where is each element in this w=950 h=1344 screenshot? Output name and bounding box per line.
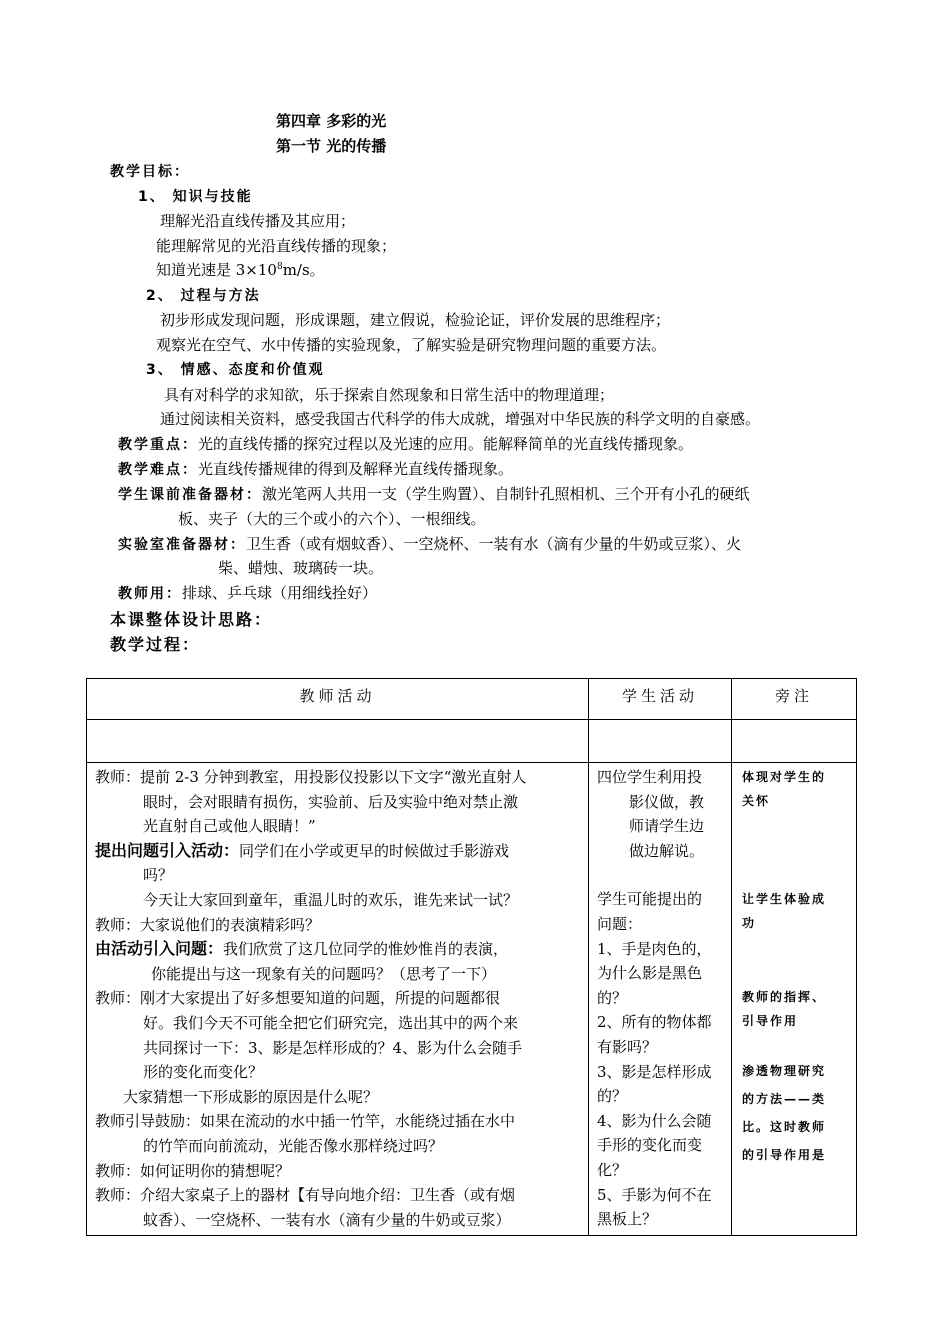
lab-materials-cont: 柴、蜡烛、玻璃砖一块。 [218, 559, 384, 577]
lab-materials-text: 卫生香（或有烟蚊香）、一空烧杯、一装有水（滴有少量的牛奶或豆浆）、火 [246, 535, 742, 553]
teacher-materials-text: 排球、乒乓球（用细线拴好） [182, 584, 378, 602]
knowledge-item: 能理解常见的光沿直线传播的现象； [156, 237, 397, 255]
empty-cell [589, 720, 732, 763]
speed-exponent: 8 [276, 262, 283, 272]
student-line: 做边解说。 [629, 841, 705, 860]
teacher-line: 教师引导鼓励：如果在流动的水中插一竹竿，水能绕过插在水中 [95, 1112, 516, 1131]
note-line: 教师的指挥、 [742, 990, 827, 1004]
lab-materials [118, 533, 741, 554]
student-materials-text: 激光笔两人共用一支（学生购置）、自制针孔照相机、三个开有小孔的硬纸 [262, 485, 750, 503]
student-line: 3、影是怎样形成 [597, 1062, 712, 1081]
process-title: 2、 过程与方法 [146, 288, 261, 304]
student-line: 师请学生边 [629, 817, 705, 836]
teacher-line: 眼时，会对眼睛有损伤，实验前、后及实验中绝对禁止激 [143, 792, 519, 811]
note-line: 的引导作用是 [742, 1148, 827, 1162]
speed-unit: m/s。 [282, 261, 325, 279]
difficulty-label: 教学难点： [118, 462, 198, 478]
teacher-line: 教师：介绍大家桌子上的器材【有导向地介绍：卫生香（或有烟 [95, 1186, 516, 1205]
teacher-line: 你能提出与这一现象有关的问题吗？（思考了一下） [151, 964, 497, 983]
note-line: 比。这时教师 [742, 1120, 827, 1134]
teacher-line: 大家猜想一下形成影的原因是什么呢？ [123, 1087, 379, 1106]
teacher-line: 教师：大家说他们的表演精彩吗？ [95, 915, 321, 934]
teacher-line: 教师：提前 2-3 分钟到教室，用投影仪投影以下文字“激光直射人 [95, 768, 527, 786]
design-label: 本课整体设计思路： [110, 610, 273, 629]
student-line: 有影吗？ [597, 1037, 658, 1056]
teacher-line: 吗？ [143, 866, 174, 885]
empty-cell [87, 720, 589, 763]
teacher-line: 好。我们今天不可能全把它们研究完，选出其中的两个来 [143, 1013, 519, 1032]
student-line: 四位学生利用投 [597, 768, 703, 786]
teacher-line-text: 我们欣赏了这几位同学的惟妙惟肖的表演， [223, 940, 509, 959]
student-line: 4、影为什么会随 [597, 1111, 712, 1130]
note-line: 渗透物理研究 [742, 1064, 827, 1078]
teacher-line [95, 839, 582, 864]
lab-materials-label: 实验室准备器材： [118, 537, 246, 553]
student-line: 为什么影是黑色 [597, 964, 703, 983]
student-line: 2、所有的物体都 [597, 1013, 712, 1032]
note-line: 功 [742, 916, 757, 930]
key-point-text: 光的直线传播的探究过程以及光速的应用。能解释简单的光直线传播现象。 [198, 435, 694, 453]
teacher-line: 共同探讨一下：3、影是怎样形成的？4、影为什么会随手 [143, 1038, 523, 1057]
section-title: 第一节 光的传播 [276, 137, 387, 155]
note-line: 体现对学生的 [742, 770, 827, 784]
note-line: 关怀 [742, 794, 771, 808]
raise-question-label: 提出问题引入活动： [95, 840, 240, 860]
student-line: 的？ [597, 988, 628, 1007]
note-line: 的方法——类 [742, 1092, 827, 1106]
student-line: 学生可能提出的 [597, 890, 703, 909]
process-item: 观察光在空气、水中传播的实验现象，了解实验是研究物理问题的重要方法。 [156, 336, 667, 354]
teacher-line: 形的变化而变化？ [143, 1063, 264, 1082]
teacher-materials-label: 教师用： [118, 586, 182, 602]
header-notes: 旁注 [732, 679, 857, 720]
student-activity-cell [589, 763, 732, 1236]
teacher-line: 光直射自己或他人眼睛！” [143, 817, 316, 836]
process-label: 教学过程： [110, 635, 201, 654]
note-line: 让学生体验成 [742, 892, 827, 906]
process-item: 初步形成发现问题，形成课题，建立假说，检验论证，评价发展的思维程序； [160, 311, 671, 329]
teacher-line [95, 937, 582, 962]
student-line: 化？ [597, 1160, 628, 1179]
lesson-table [86, 678, 857, 1236]
spacer [597, 863, 725, 887]
header-student: 学生活动 [589, 679, 732, 720]
teacher-materials [118, 582, 377, 603]
teacher-line: 教师：刚才大家提出了好多想要知道的问题，所提的问题都很 [95, 989, 501, 1008]
teacher-line-text: 同学们在小学或更早的时候做过手影游戏 [239, 841, 510, 860]
note-line: 引导作用 [742, 1014, 799, 1028]
teacher-line: 的竹竿而向前流动，光能否像水那样绕过吗？ [143, 1136, 444, 1155]
emotion-item: 具有对科学的求知欲，乐于探索自然现象和日常生活中的物理道理； [164, 386, 615, 404]
chapter-title: 第四章 多彩的光 [276, 112, 387, 130]
teacher-line: 教师：如何证明你的猜想呢？ [95, 1161, 291, 1180]
header-teacher: 教师活动 [87, 679, 589, 720]
difficulty-text: 光直线传播规律的得到及解释光直线传播现象。 [198, 460, 514, 478]
student-materials [118, 483, 750, 504]
objectives-label: 教学目标： [110, 164, 190, 180]
knowledge-item-speed [156, 259, 325, 280]
empty-cell [732, 720, 857, 763]
student-line: 1、手是肉色的， [597, 939, 712, 958]
emotion-item: 通过阅读相关资料，感受我国古代科学的伟大成就，增强对中华民族的科学文明的自豪感。 [160, 410, 761, 428]
speed-base: 知道光速是 3×10 [156, 261, 277, 279]
knowledge-title: 1、 知识与技能 [138, 189, 253, 205]
teacher-line: 蚊香）、一空烧杯、一装有水（滴有少量的牛奶或豆浆） [143, 1210, 511, 1229]
teacher-activity-cell [87, 763, 589, 1236]
student-line: 影仪做，教 [629, 792, 705, 811]
key-point [118, 433, 693, 454]
student-line: 问题： [597, 914, 643, 933]
student-materials-cont: 板、夹子（大的三个或小的六个）、一根细线。 [178, 510, 486, 528]
student-line: 的？ [597, 1087, 628, 1106]
teacher-line: 今天让大家回到童年，重温儿时的欢乐，谁先来试一试？ [143, 890, 519, 909]
notes-cell [732, 763, 857, 1236]
student-materials-label: 学生课前准备器材： [118, 487, 262, 503]
student-line: 黑板上？ [597, 1210, 658, 1229]
activity-question-label: 由活动引入问题： [95, 939, 224, 959]
student-line: 5、手影为何不在 [597, 1185, 712, 1204]
emotion-title: 3、 情感、态度和价值观 [146, 362, 325, 378]
student-line: 手形的变化而变 [597, 1136, 703, 1155]
difficulty [118, 458, 513, 479]
table-row [87, 763, 857, 1236]
table-empty-row [87, 720, 857, 763]
table-header-row [87, 679, 857, 720]
knowledge-item: 理解光沿直线传播及其应用； [160, 212, 356, 230]
key-point-label: 教学重点： [118, 437, 198, 453]
